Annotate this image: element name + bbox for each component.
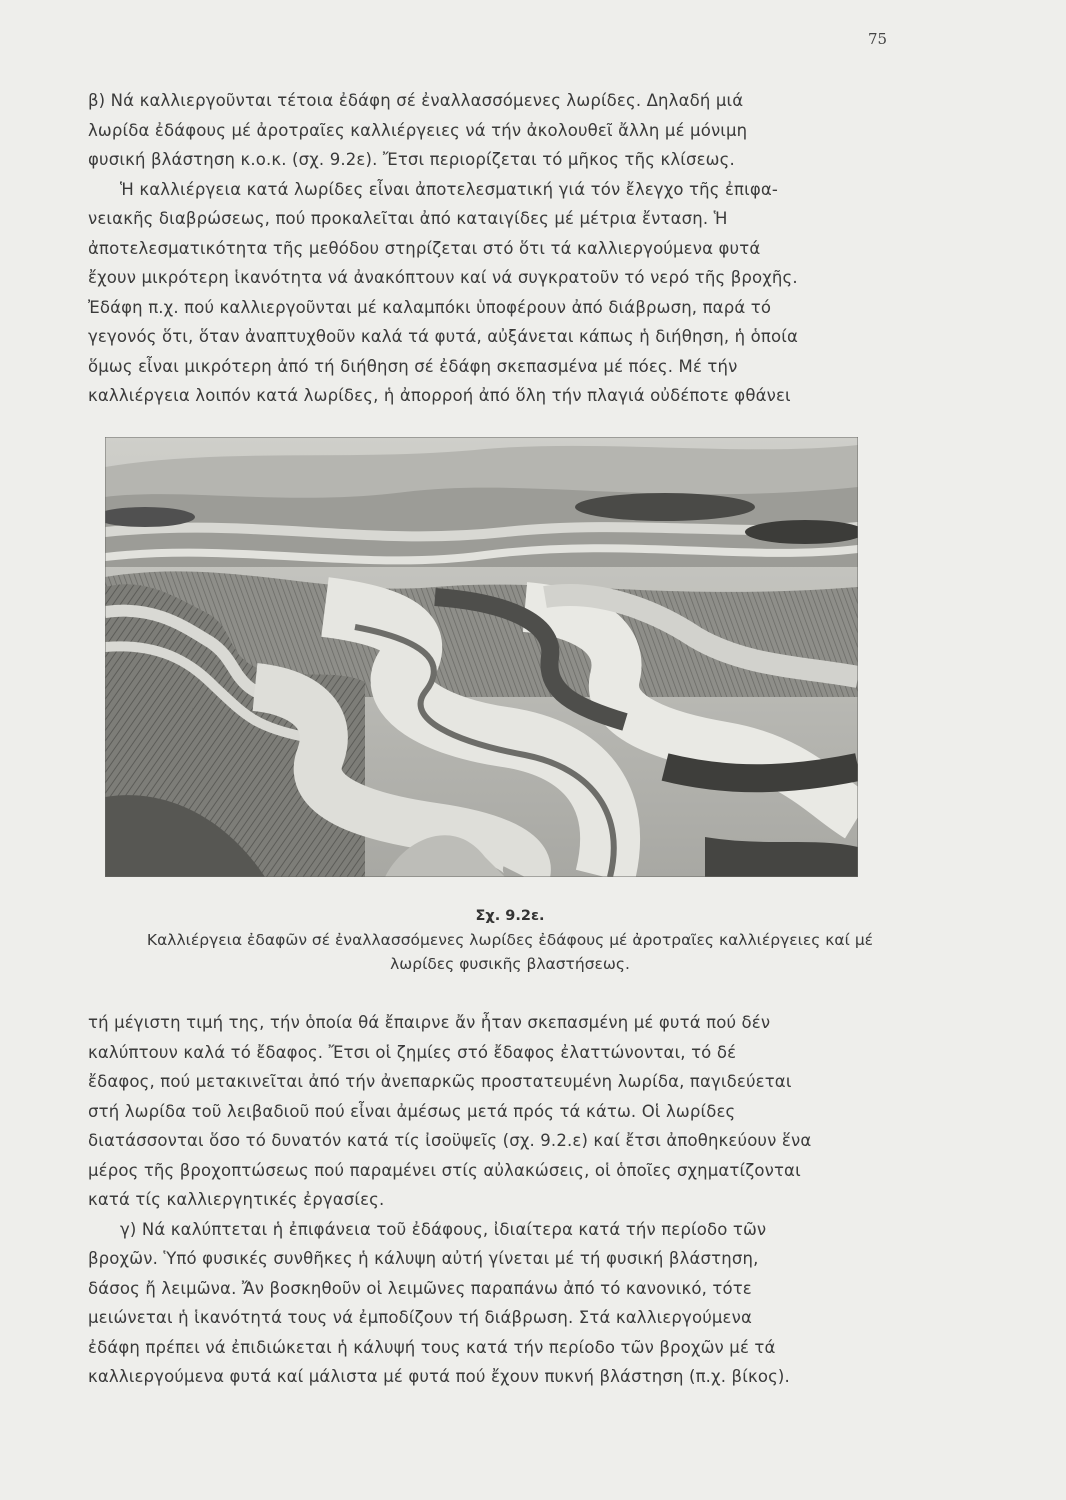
text-line: ἐδάφη πρέπει νά ἐπιδιώκεται ἡ κάλυψή τους κατά τήν περίοδο τῶν βροχῶν μέ τά	[88, 1337, 776, 1357]
text-line: στή λωρίδα τοῦ λειβαδιοῦ πού εἶναι ἀμέσως μετά πρός τά κάτω. Οἱ λωρίδες	[88, 1101, 736, 1121]
text-line: λωρίδα ἐδάφους μέ ἀροτραῖες καλλιέργειες νά τήν ἀκολουθεῖ ἄλλη μέ μόνιμη	[88, 120, 748, 140]
caption-line: Καλλιέργεια ἐδαφῶν σέ ἐναλλασσόμενες λωρίδες ἐδάφους μέ ἀροτραῖες καλλιέργειες καί μέ	[146, 931, 874, 949]
text-line: δάσος ἤ λειμῶνα. Ἄν βοσκηθοῦν οἱ λειμῶνες παραπάνω ἀπό τό κανονικό, τότε	[88, 1278, 752, 1298]
figure-caption	[40, 928, 980, 976]
paragraph-strip-cropping	[88, 86, 908, 411]
text-line: β) Νά καλλιεργοῦνται τέτοια ἐδάφη σέ ἐναλλασσόμενες λωρίδες. Δηλαδή μιά	[88, 91, 744, 110]
figure-label: Σχ. 9.2ε.	[475, 908, 545, 924]
aerial-photo-strip-fields	[105, 437, 858, 877]
text-line: Ἡ καλλιέργεια κατά λωρίδες εἶναι ἀποτελεσματική γιά τόν ἔλεγχο τῆς ἐπιφα-	[120, 179, 779, 199]
text-line: μειώνεται ἡ ἱκανότητά τους νά ἐμποδίζουν τή διάβρωση. Στά καλλιεργούμενα	[88, 1308, 752, 1327]
text-line: Ἐδάφη π.χ. πού καλλιεργοῦνται μέ καλαμπόκι ὑποφέρουν ἀπό διάβρωση, παρά τό	[88, 297, 772, 317]
text-line: ἔχουν μικρότερη ἱκανότητα νά ἀνακόπτουν καί νά συγκρατοῦν τό νερό τῆς βροχῆς.	[88, 268, 798, 287]
text-line: τή μέγιστη τιμή της, τήν ὁποία θά ἔπαιρνε ἄν ἦταν σκεπασμένη μέ φυτά πού δέν	[88, 1013, 771, 1032]
text-line: μέρος τῆς βροχοπτώσεως πού παραμένει στίς αὐλακώσεις, οἱ ὁποῖες σχηματίζονται	[88, 1160, 801, 1180]
text-line: καλύπτουν καλά τό ἔδαφος. Ἔτσι οἱ ζημίες στό ἔδαφος ἐλαττώνονται, τό δέ	[88, 1042, 737, 1062]
text-line: καλλιεργούμενα φυτά καί μάλιστα μέ φυτά πού ἔχουν πυκνή βλάστηση (π.χ. βίκος).	[88, 1367, 790, 1386]
caption-line: λωρίδες φυσικῆς βλαστήσεως.	[390, 955, 630, 973]
paragraph-ground-cover	[88, 1008, 908, 1392]
photo-illustration	[105, 437, 858, 877]
text-line: γ) Νά καλύπτεται ἡ ἐπιφάνεια τοῦ ἐδάφους, ἰδιαίτερα κατά τήν περίοδο τῶν	[120, 1219, 767, 1239]
text-line: κατά τίς καλλιεργητικές ἐργασίες.	[88, 1190, 385, 1209]
text-line: διατάσσονται ὅσο τό δυνατόν κατά τίς ἰσοϋψεῖς (σχ. 9.2.ε) καί ἔτσι ἀποθηκεύουν ἕνα	[88, 1131, 812, 1150]
text-line: ἔδαφος, πού μετακινεῖται ἀπό τήν ἀνεπαρκῶς προστατευμένη λωρίδα, παγιδεύεται	[88, 1072, 792, 1091]
text-line: βροχῶν. Ὑπό φυσικές συνθῆκες ἡ κάλυψη αὐτή γίνεται μέ τή φυσική βλάστηση,	[88, 1249, 759, 1268]
text-line: φυσική βλάστηση κ.ο.κ. (σχ. 9.2ε). Ἔτσι περιορίζεται τό μῆκος τῆς κλίσεως.	[88, 150, 735, 169]
text-line: ἀποτελεσματικότητα τῆς μεθόδου στηρίζεται στό ὅτι τά καλλιεργούμενα φυτά	[88, 238, 761, 258]
text-line: γεγονός ὅτι, ὅταν ἀναπτυχθοῦν καλά τά φυτά, αὐξάνεται κάπως ἡ διήθηση, ἡ ὁποία	[88, 327, 798, 346]
page-number: 75	[868, 30, 888, 48]
text-line: νειακῆς διαβρώσεως, πού προκαλεῖται ἀπό καταιγίδες μέ μέτρια ἔνταση. Ἡ	[88, 209, 728, 228]
text-line: ὅμως εἶναι μικρότερη ἀπό τή διήθηση σέ ἐδάφη σκεπασμένα μέ πόες. Μέ τήν	[88, 356, 738, 376]
text-line: καλλιέργεια λοιπόν κατά λωρίδες, ἡ ἀπορροή ἀπό ὅλη τήν πλαγιά οὐδέποτε φθάνει	[88, 386, 791, 405]
